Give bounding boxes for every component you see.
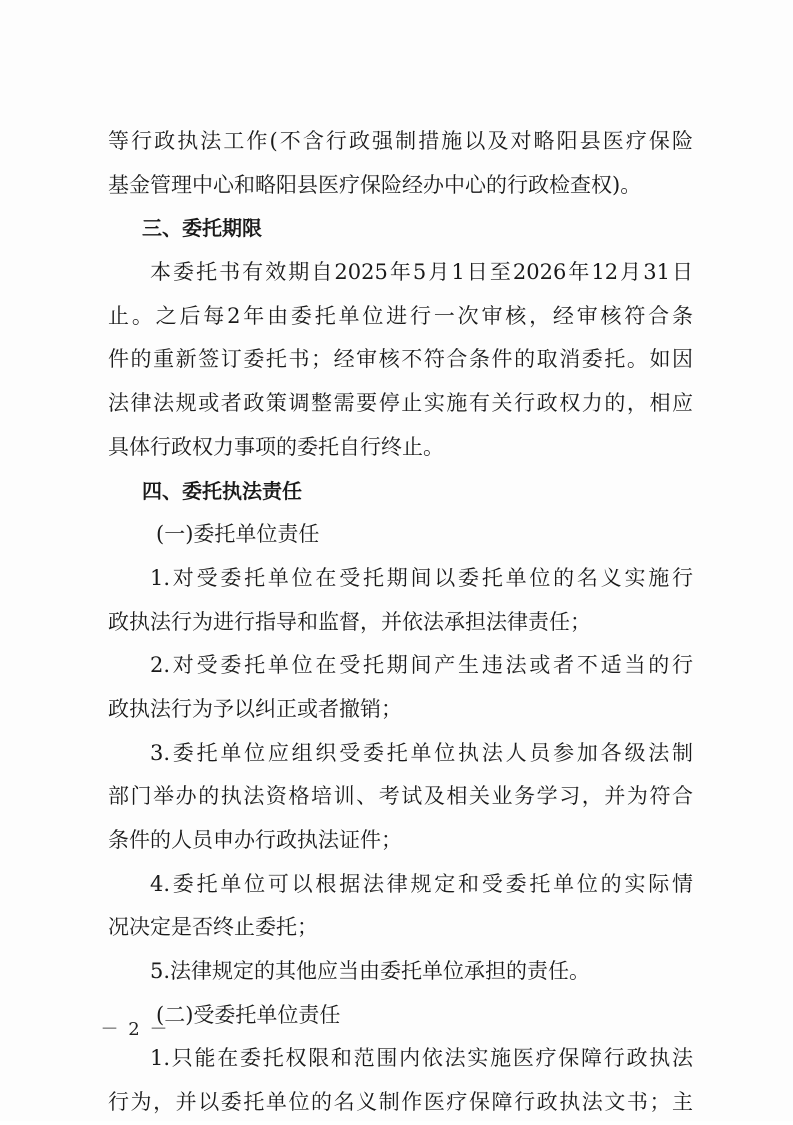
section-heading-responsibility: 四、委托执法责任 (142, 478, 302, 503)
text-line: 政执法行为进行指导和监督，并依法承担法律责任； (108, 609, 591, 634)
text-line: 1.只能在委托权限和范围内依法实施医疗保障行政执法 (150, 1046, 693, 1071)
sub-heading-agent: (二)受委托单位责任 (156, 1002, 341, 1027)
text-line: 等行政执法工作(不含行政强制措施以及对略阳县医疗保险 (108, 129, 693, 153)
text-line: 4.委托单位可以根据法律规定和受委托单位的实际情 (150, 871, 693, 896)
text-line: 具体行政权力事项的委托自行终止。 (108, 434, 444, 459)
text-line: 条件的人员申办行政执法证件； (108, 828, 402, 852)
page-number: － 2 － (100, 1019, 170, 1040)
text-line: 部门举办的执法资格培训、考试及相关业务学习，并为符合 (108, 784, 693, 809)
section-heading-term: 三、委托期限 (142, 216, 262, 241)
text-line: 3.委托单位应组织受委托单位执法人员参加各级法制 (150, 740, 693, 765)
text-line: 止。之后每2年由委托单位进行一次审核，经审核符合条 (108, 303, 693, 328)
text-line: 2.对受委托单位在受托期间产生违法或者不适当的行 (150, 653, 693, 678)
document-body (108, 120, 693, 1125)
text-line: 法律法规或者政策调整需要停止实施有关行政权力的，相应 (108, 391, 693, 416)
text-line: 行为，并以委托单位的名义制作医疗保障行政执法文书；主 (108, 1090, 693, 1115)
sub-heading-principal: (一)委托单位责任 (156, 522, 320, 547)
text-line: 本委托书有效期自2025年5月1日至2026年12月31日 (150, 260, 693, 285)
text-line: 基金管理中心和略阳县医疗保险经办中心的行政检查权)。 (108, 172, 642, 197)
text-line: 政执法行为予以纠正或者撤销； (108, 696, 402, 721)
text-line: 件的重新签订委托书；经审核不符合条件的取消委托。如因 (108, 347, 693, 372)
text-line: 1.对受委托单位在受托期间以委托单位的名义实施行 (150, 565, 693, 590)
text-line: 况决定是否终止委托； (108, 915, 318, 940)
text-line: 5.法律规定的其他应当由委托单位承担的责任。 (150, 959, 591, 984)
